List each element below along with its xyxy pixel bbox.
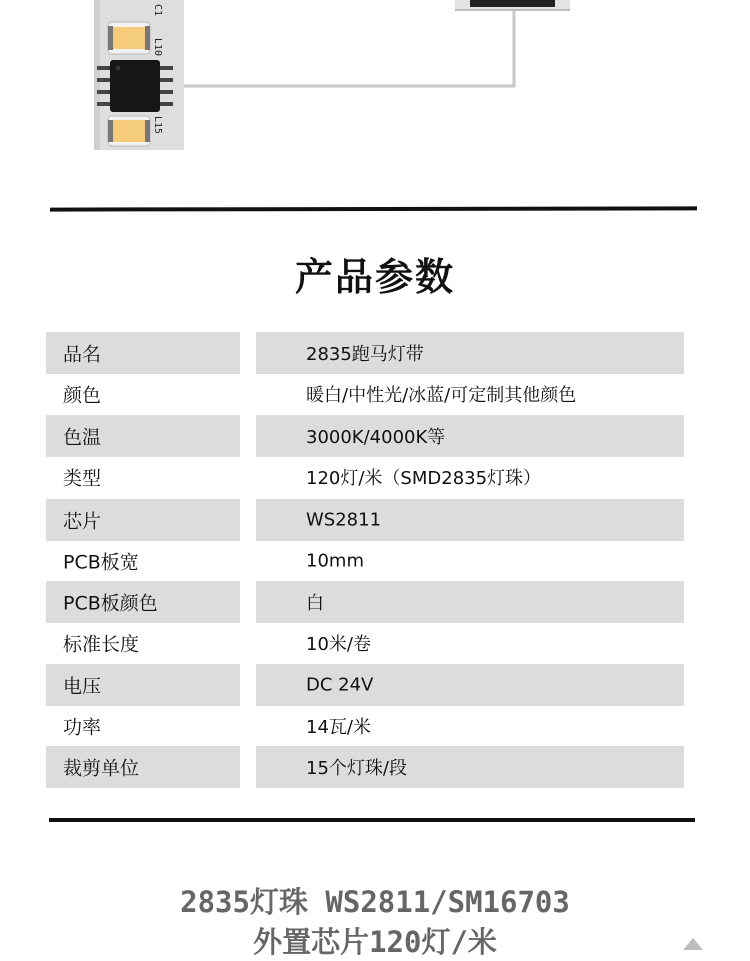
param-value: DC 24V (306, 674, 374, 696)
param-label: 颜色 (63, 384, 102, 407)
param-value-cell (256, 415, 684, 457)
table-row (0, 705, 750, 747)
param-value: 10mm (306, 550, 364, 572)
table-row (0, 540, 750, 582)
param-value: 2835跑马灯带 (306, 344, 424, 365)
param-label-cell (46, 499, 240, 541)
param-label-cell (46, 540, 240, 582)
param-label-cell (46, 705, 240, 747)
led-label-l15: L15 (152, 116, 163, 135)
table-row (0, 373, 750, 415)
param-value: WS2811 (306, 509, 382, 531)
param-value-cell (256, 664, 684, 706)
param-label: 电压 (63, 675, 102, 698)
param-label-cell (46, 581, 240, 623)
param-label: 类型 (63, 467, 102, 490)
param-label-cell (46, 622, 240, 664)
param-value: 10米/卷 (306, 634, 371, 655)
param-label-cell (46, 664, 240, 706)
table-row (0, 415, 750, 457)
param-value: 120灯/米（SMD2835灯珠） (306, 468, 542, 489)
table-row (0, 622, 750, 664)
table-row (0, 499, 750, 541)
param-value-cell (256, 746, 684, 788)
param-label: 芯片 (63, 510, 102, 533)
param-label-cell (46, 332, 240, 374)
param-label: PCB板颜色 (63, 592, 158, 615)
param-label: 标准长度 (63, 633, 140, 656)
table-row (0, 456, 750, 498)
param-value: 14瓦/米 (306, 717, 371, 738)
bottom-divider (49, 818, 695, 822)
led-strip-photo (0, 0, 750, 200)
led-strip-illustration (0, 0, 750, 200)
param-label: 品名 (63, 343, 102, 366)
zoomed-chip-icon (455, 0, 570, 11)
param-value: 3000K/4000K等 (306, 427, 446, 448)
param-label: 裁剪单位 (63, 757, 140, 780)
param-label: PCB板宽 (63, 551, 139, 574)
param-value: 15个灯珠/段 (306, 758, 407, 779)
bottom-heading-line2: 外置芯片120灯/米 (253, 925, 497, 959)
led-chip-icon (108, 116, 150, 146)
param-value-cell (256, 499, 684, 541)
table-row (0, 332, 750, 374)
led-label-l10: L10 (152, 38, 163, 57)
table-row (0, 664, 750, 706)
param-value-cell (256, 705, 684, 747)
bottom-heading-line1: 2835灯珠 WS2811/SM16703 (180, 885, 570, 919)
scroll-up-icon[interactable] (683, 938, 703, 950)
table-row (0, 746, 750, 788)
top-divider (50, 206, 697, 211)
param-label-cell (46, 746, 240, 788)
param-label: 功率 (63, 716, 102, 739)
param-value-cell (256, 581, 684, 623)
led-chip-icon (108, 22, 150, 54)
param-label-cell (46, 456, 240, 498)
param-label-cell (46, 373, 240, 415)
param-value-cell (256, 540, 684, 582)
param-label: 色温 (63, 426, 102, 449)
cap-label-c1: C1 (152, 4, 163, 17)
section-title: 产品参数 (294, 255, 455, 299)
param-value-cell (256, 456, 684, 498)
param-label-cell (46, 415, 240, 457)
param-value-cell (256, 332, 684, 374)
param-value-cell (256, 373, 684, 415)
param-value: 白 (306, 593, 324, 614)
param-value: 暖白/中性光/冰蓝/可定制其他颜色 (306, 385, 577, 406)
table-row (0, 581, 750, 623)
leader-line (184, 10, 514, 86)
param-value-cell (256, 622, 684, 664)
